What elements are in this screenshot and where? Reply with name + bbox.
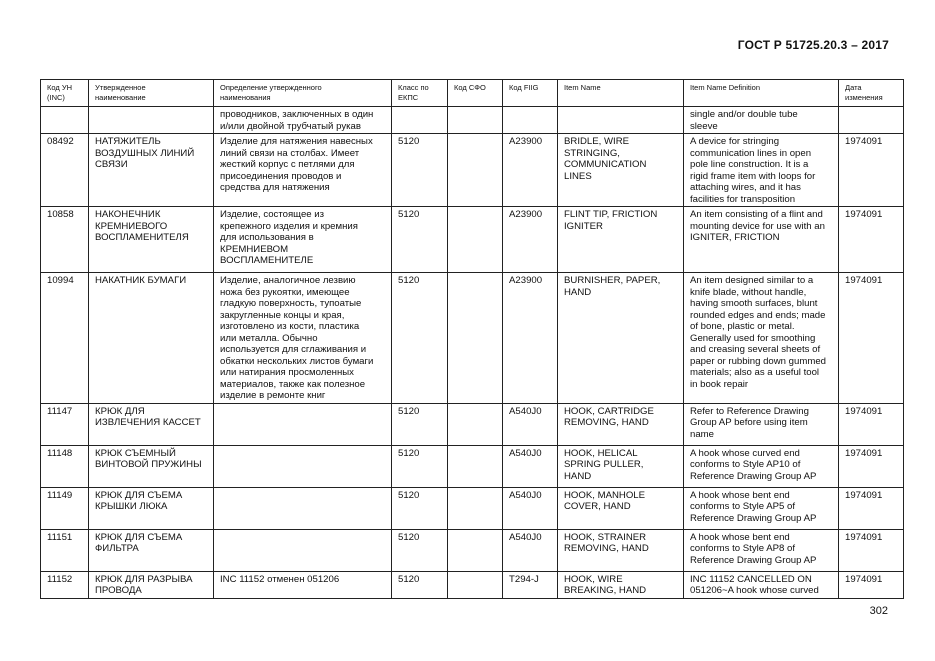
cell-approved-definition [214,487,392,529]
cell-item-name: HOOK, MANHOLE COVER, HAND [558,487,684,529]
cell-ekps-class: 5120 [392,403,448,445]
cell-approved-name: КРЮК ДЛЯ РАЗРЫВА ПРОВОДА [89,571,214,598]
cell-item-name: FLINT TIP, FRICTION IGNITER [558,207,684,273]
page-number: 302 [869,605,888,617]
table-row [41,445,904,487]
cell-item-name-definition: A hook whose bent end conforms to Style AP8 of Reference Drawing Group AP [684,529,839,571]
cell-item-name [558,107,684,134]
cell-ekps-class: 5120 [392,134,448,207]
cell-approved-name: НАКОНЕЧНИК КРЕМНИЕВОГО ВОСПЛАМЕНИТЕЛЯ [89,207,214,273]
cell-change-date: 1974091 [839,273,904,404]
cell-ekps-class: 5120 [392,529,448,571]
cell-item-name-definition: A device for stringing communication lines in open pole line construction. It is a rigid frame item with loops for attaching wires, and it has facilities for transposition [684,134,839,207]
cell-fiig-code: A540J0 [503,445,558,487]
cell-ekps-class: 5120 [392,207,448,273]
cell-item-name: BURNISHER, PAPER, HAND [558,273,684,404]
table-row [41,529,904,571]
cell-approved-definition [214,529,392,571]
cell-approved-name [89,107,214,134]
table-row [41,207,904,273]
cell-fiig-code: A23900 [503,207,558,273]
cell-ekps-class: 5120 [392,571,448,598]
cell-ekps-class: 5120 [392,487,448,529]
cell-ekps-class: 5120 [392,273,448,404]
cell-item-name: BRIDLE, WIRE STRINGING, COMMUNICATION LINES [558,134,684,207]
cell-approved-definition [214,403,392,445]
cell-change-date: 1974091 [839,487,904,529]
cell-inc-code: 11147 [41,403,89,445]
cell-change-date: 1974091 [839,207,904,273]
table-row [41,571,904,598]
cell-sfo-code [448,207,503,273]
cell-fiig-code: A540J0 [503,487,558,529]
cell-item-name: HOOK, HELICAL SPRING PULLER, HAND [558,445,684,487]
cell-change-date [839,107,904,134]
cell-sfo-code [448,529,503,571]
cell-approved-definition [214,445,392,487]
header-sfo: Код СФО [448,80,503,107]
cell-approved-name: КРЮК ДЛЯ ИЗВЛЕЧЕНИЯ КАССЕТ [89,403,214,445]
cell-inc-code: 11149 [41,487,89,529]
header-inc: Код УН (INC) [41,80,89,107]
cell-inc-code: 11152 [41,571,89,598]
cell-fiig-code: A23900 [503,273,558,404]
cell-fiig-code [503,107,558,134]
cell-approved-definition: Изделие, аналогичное лезвию ножа без рукоятки, имеющее гладкую поверхность, тупоатые закругленные концы и края, изготовлено из кости, пластика или металла. Обычно используется для сглаживания и обкатки нескольких листов бумаги или натирания просмоленных материалов, также как полезное изделие в ремонте книг [214,273,392,404]
cell-sfo-code [448,487,503,529]
cell-inc-code: 08492 [41,134,89,207]
cell-sfo-code [448,273,503,404]
cell-fiig-code: A23900 [503,134,558,207]
cell-change-date: 1974091 [839,445,904,487]
cell-sfo-code [448,107,503,134]
cell-change-date: 1974091 [839,571,904,598]
header-fiig: Код FIIG [503,80,558,107]
table-row [41,403,904,445]
cell-item-name-definition: An item designed similar to a knife blade, without handle, having smooth surfaces, blunt rounded edges and ends; made of bone, plastic or metal. Generally used for smoothing and creasing several sheets of paper or rubbing down gummed materials; also as a useful tool in book repair [684,273,839,404]
cell-approved-name: КРЮК ДЛЯ СЪЕМА ФИЛЬТРА [89,529,214,571]
header-item-definition: Item Name Definition [684,80,839,107]
table-row [41,487,904,529]
cell-item-name-definition: INC 11152 CANCELLED ON 051206~A hook whose curved [684,571,839,598]
table-row [41,273,904,404]
table-row [41,134,904,207]
cell-item-name: HOOK, CARTRIDGE REMOVING, HAND [558,403,684,445]
cell-approved-definition: Изделие, состоящее из крепежного изделия и кремния для использования в КРЕМНИЕВОМ ВОСПЛАМЕНИТЕЛЕ [214,207,392,273]
cell-inc-code: 11151 [41,529,89,571]
cell-item-name: HOOK, WIRE BREAKING, HAND [558,571,684,598]
table-row [41,107,904,134]
cell-sfo-code [448,403,503,445]
cell-sfo-code [448,134,503,207]
cell-approved-definition: проводников, заключенных в один и/или двойной трубчатый рукав [214,107,392,134]
cell-change-date: 1974091 [839,529,904,571]
cell-item-name-definition: A hook whose bent end conforms to Style AP5 of Reference Drawing Group AP [684,487,839,529]
cell-ekps-class: 5120 [392,445,448,487]
cell-sfo-code [448,445,503,487]
cell-inc-code: 11148 [41,445,89,487]
cell-inc-code: 10858 [41,207,89,273]
cell-ekps-class [392,107,448,134]
header-item-name: Item Name [558,80,684,107]
cell-sfo-code [448,571,503,598]
cell-fiig-code: A540J0 [503,529,558,571]
header-name-ru: Утвержденное наименование [89,80,214,107]
cell-item-name-definition: A hook whose curved end conforms to Style AP10 of Reference Drawing Group AP [684,445,839,487]
cell-approved-definition: INC 11152 отменен 051206 [214,571,392,598]
cell-approved-name: НАТЯЖИТЕЛЬ ВОЗДУШНЫХ ЛИНИЙ СВЯЗИ [89,134,214,207]
cell-approved-definition: Изделие для натяжения навесных линий связи на столбах. Имеет жесткий корпус с петлями для присоединения проводов и средства для натяжения [214,134,392,207]
cell-item-name: HOOK, STRAINER REMOVING, HAND [558,529,684,571]
cell-fiig-code: T294-J [503,571,558,598]
cell-fiig-code: A540J0 [503,403,558,445]
cell-approved-name: НАКАТНИК БУМАГИ [89,273,214,404]
cell-change-date: 1974091 [839,134,904,207]
header-date: Дата изменения [839,80,904,107]
cell-approved-name: КРЮК ДЛЯ СЪЕМА КРЫШКИ ЛЮКА [89,487,214,529]
cell-change-date: 1974091 [839,403,904,445]
table-header-row [41,80,904,107]
classification-table [40,79,904,599]
document-title: ГОСТ Р 51725.20.3 – 2017 [737,38,889,52]
cell-item-name-definition: An item consisting of a flint and mounting device for use with an IGNITER, FRICTION [684,207,839,273]
cell-inc-code [41,107,89,134]
cell-approved-name: КРЮК СЪЕМНЫЙ ВИНТОВОЙ ПРУЖИНЫ [89,445,214,487]
header-class: Класс по ЕКПС [392,80,448,107]
cell-inc-code: 10994 [41,273,89,404]
cell-item-name-definition: Refer to Reference Drawing Group AP before using item name [684,403,839,445]
cell-item-name-definition: single and/or double tube sleeve [684,107,839,134]
header-definition-ru: Определение утвержденного наименования [214,80,392,107]
